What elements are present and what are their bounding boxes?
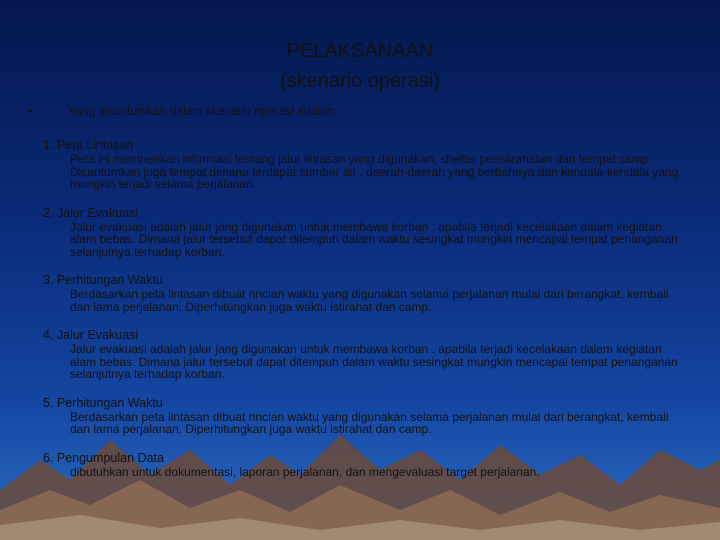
item-body: Jalur evakuasi adalah jalur jang digunakan untuk membawa korban . apabila terjadi kecelakaan dalam kegiatan alam bebas. Dimana jalur tersebut dapat ditempuh dalam waktu sesingkat mungkin mencapai tempat penanganan selanjutnya terhadap korban. xyxy=(70,219,678,259)
item-body: dibutuhkan untuk dokumentasi, laporan perjalanan, dan mengevaluasi target perjalanan. xyxy=(70,464,540,479)
item-body: Jalur evakuasi adalah jalur jang digunakan untuk membawa korban . apabila terjadi kecelakaan dalam kegiatan alam bebas. Dimana jalur tersebut dapat ditempuh dalam waktu sesingkat mungkin mencapai tempat penanganan selanjutnya terhadap korban. xyxy=(70,342,678,381)
item-body: Peta ini memberikan informasi tentang jalur lintasan yang digunakan, shelter peristirahatan dan tempat camp. Dicantumkan juga tempat dimana terdapat sumber air , daerah-daerah yang berbahaya dan kendala-kendala yang mungkin terjadi selama perjalanan. xyxy=(70,152,679,191)
item-title: 1. Peta Lintasan xyxy=(43,138,134,152)
item-title: 2. Jalur Evakuasi xyxy=(43,205,139,220)
bullet-icon: • xyxy=(28,104,33,118)
item-title: 5. Perhitungan Waktu xyxy=(43,395,163,410)
title-line-1: PELAKSANAAN xyxy=(286,40,434,62)
item-title: 6. Pengumpulan Data xyxy=(43,450,164,465)
list-item xyxy=(43,396,683,436)
list-item xyxy=(43,451,683,479)
item-title: 4. Jalur Evakuasi xyxy=(43,328,139,342)
list-item xyxy=(43,328,683,381)
intro-paragraph xyxy=(28,104,688,118)
list-item xyxy=(43,206,683,259)
item-list xyxy=(43,138,683,493)
list-item xyxy=(43,273,683,313)
item-title: 3. Perhitungan Waktu xyxy=(43,273,163,287)
item-body: Berdasarkan peta lintasan dibuat rincian waktu yang digunakan selama perjalanan mulai dari berangkat, kembali dan lama perjalanan. Diperhitungkan juga waktu istirahat dan camp. xyxy=(70,287,669,314)
item-body: Berdasarkan peta lintasan dibuat rincian waktu yang digunakan selama perjalanan mulai dari berangkat, kembali dan lama perjalanan. Diperhitungkan juga waktu istirahat dan camp. xyxy=(70,409,669,436)
list-item xyxy=(43,138,683,191)
intro-text: Yang dicantumkan dalam skenario operasi adalah: xyxy=(68,104,337,118)
slide-title xyxy=(0,36,720,96)
title-line-2: (skenario operasi) xyxy=(279,70,441,92)
